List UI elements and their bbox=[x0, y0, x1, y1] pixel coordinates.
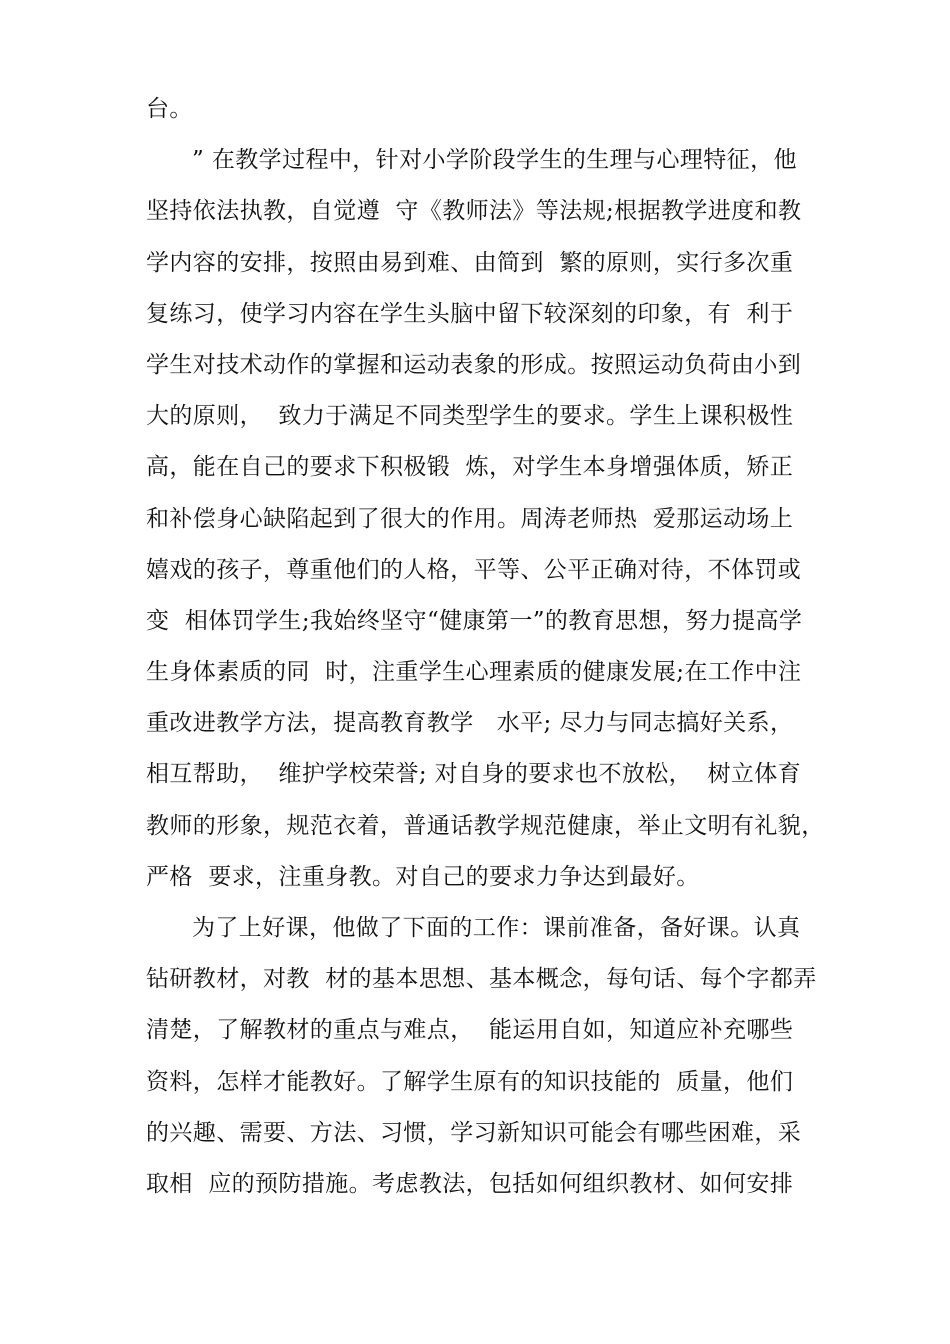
paragraph-start-line: 为了上好课，他做了下面的工作：课前准备，备好课。认真 bbox=[192, 915, 801, 941]
text-line: 教师的形象，规范衣着，普通话教学规范健康，举止文明有礼貌， bbox=[146, 812, 825, 839]
text-line: 坚持依法执教，自觉遵 守《教师法》等法规;根据教学进度和教 bbox=[146, 198, 802, 225]
text-line: 严格 要求，注重身教。对自己的要求力争达到最好。 bbox=[146, 863, 700, 890]
text-line: 嬉戏的孩子，尊重他们的人格，平等、公平正确对待，不体罚或 bbox=[146, 556, 802, 583]
text-line: 清楚，了解教材的重点与难点， 能运用自如，知道应补充哪些 bbox=[146, 1017, 794, 1044]
text-line: 学内容的安排，按照由易到难、由简到 繁的原则，实行多次重 bbox=[146, 249, 794, 276]
paragraph-start-line: ” 在教学过程中，针对小学阶段学生的生理与心理特征，他 bbox=[192, 147, 797, 174]
text-line: 变 相体罚学生;我始终坚守“健康第一”的教育思想，努力提高学 bbox=[146, 607, 803, 634]
text-line: 复练习，使学习内容在学生头脑中留下较深刻的印象，有 利于 bbox=[146, 300, 794, 327]
text-line: 学生对技术动作的掌握和运动表象的形成。按照运动负荷由小到 bbox=[146, 351, 802, 378]
text-line: 相互帮助， 维护学校荣誉; 对自身的要求也不放松， 树立体育 bbox=[146, 761, 802, 788]
text-line: 高，能在自己的要求下积极锻 炼，对学生本身增强体质，矫正 bbox=[146, 454, 794, 481]
text-line: 资料，怎样才能教好。了解学生原有的知识技能的 质量，他们 bbox=[146, 1068, 794, 1095]
text-line: 重改进教学方法，提高教育教学 水平; 尽力与同志搞好关系， bbox=[146, 710, 794, 737]
text-line: 台。 bbox=[146, 96, 193, 122]
text-line: 取相 应的预防措施。考虑教法，包括如何组织教材、如何安排 bbox=[146, 1170, 794, 1197]
text-line: 大的原则， 致力于满足不同类型学生的要求。学生上课积极性 bbox=[146, 403, 794, 430]
text-line: 钻研教材，对教 材的基本思想、基本概念，每句话、每个字都弄 bbox=[146, 966, 817, 993]
text-line: 和补偿身心缺陷起到了很大的作用。周涛老师热 爱那运动场上 bbox=[146, 505, 794, 532]
text-line: 的兴趣、需要、方法、习惯，学习新知识可能会有哪些困难，采 bbox=[146, 1119, 802, 1146]
text-line: 生身体素质的同 时，注重学生心理素质的健康发展;在工作中注 bbox=[146, 659, 802, 686]
body-text bbox=[146, 84, 825, 1210]
